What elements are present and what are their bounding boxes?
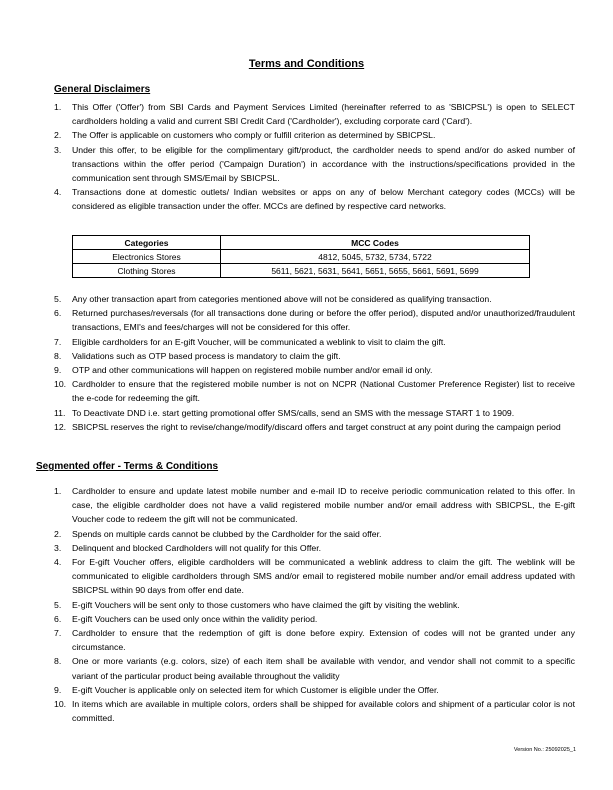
item-text: Cardholder to ensure that the registered mobile number is not on NCPR (National Customer Preference Register) list to receive the e-code for redeeming the gift. bbox=[72, 379, 575, 404]
page-title: Terms and Conditions bbox=[248, 58, 365, 70]
item-number: 5. bbox=[54, 599, 62, 610]
item-text: E-gift Vouchers will be sent only to those customers who have claimed the gift by visiting the weblink. bbox=[72, 599, 460, 610]
item-number: 2. bbox=[54, 130, 62, 141]
list-item bbox=[54, 541, 575, 555]
list-item bbox=[54, 143, 575, 186]
list-item bbox=[54, 306, 575, 334]
list-item bbox=[54, 100, 575, 128]
item-number: 12. bbox=[54, 421, 67, 432]
table-row bbox=[73, 250, 530, 264]
item-text: Transactions done at domestic outlets/ Indian websites or apps on any of below Merchant category codes (MCCs) will be considered as eligible transaction under the offer. MCCs are defined by respective card networks. bbox=[72, 187, 575, 212]
item-text: OTP and other communications will happen on registered mobile number and/or email id only. bbox=[72, 365, 433, 376]
item-number: 6. bbox=[54, 613, 62, 624]
general-terms-list-b bbox=[54, 292, 575, 434]
table-cell-codes: 4812, 5045, 5732, 5734, 5722 bbox=[221, 250, 530, 264]
item-text: The Offer is applicable on customers who comply or fulfill criterion as determined by SBICPSL. bbox=[72, 130, 436, 141]
item-text: Under this offer, to be eligible for the complimentary gift/product, the cardholder needs to spend and/or do asked number of transactions within the offer period ('Campaign Duration') in accordance with the instructions/specifications provided in the communication sent through SMS/Email by SBICPSL. bbox=[72, 144, 575, 184]
item-number: 7. bbox=[54, 336, 62, 347]
item-text: Validations such as OTP based process is mandatory to claim the gift. bbox=[72, 350, 341, 361]
item-number: 4. bbox=[54, 187, 62, 198]
list-item bbox=[54, 363, 575, 377]
general-terms-list-a bbox=[54, 100, 575, 214]
mcc-table bbox=[72, 235, 530, 278]
item-number: 8. bbox=[54, 656, 62, 667]
item-number: 10. bbox=[54, 699, 67, 710]
table-header-categories: Categories bbox=[73, 236, 221, 250]
item-number: 10. bbox=[54, 379, 67, 390]
list-item bbox=[54, 185, 575, 213]
item-number: 4. bbox=[54, 557, 62, 568]
table-cell-codes: 5611, 5621, 5631, 5641, 5651, 5655, 5661, 5691, 5699 bbox=[221, 264, 530, 278]
item-text: This Offer ('Offer') from SBI Cards and Payment Services Limited (hereinafter referred to as 'SBICPSL') is open to SELECT cardholders holding a valid and current SBI Credit Card ('Cardholder'), excluding corporate card ('Card'). bbox=[72, 102, 575, 127]
item-number: 1. bbox=[54, 102, 62, 112]
list-item bbox=[54, 128, 575, 142]
general-disclaimers-heading: General Disclaimers bbox=[54, 84, 151, 95]
table-header-row bbox=[73, 236, 530, 250]
item-text: To Deactivate DND i.e. start getting promotional offer SMS/calls, send an SMS with the message START 1 to 1909. bbox=[72, 407, 515, 418]
segmented-offer-heading: Segmented offer - Terms & Conditions bbox=[36, 461, 219, 472]
list-item bbox=[54, 335, 575, 349]
list-item bbox=[54, 612, 575, 626]
item-text: In items which are available in multiple colors, orders shall be shipped for available colors and shipment of a particular color is not committed. bbox=[72, 699, 575, 724]
list-item bbox=[54, 697, 575, 725]
table-header-mcc-codes: MCC Codes bbox=[221, 236, 530, 250]
item-number: 3. bbox=[54, 144, 62, 155]
list-item bbox=[54, 377, 575, 405]
list-item bbox=[54, 420, 575, 434]
item-number: 6. bbox=[54, 308, 62, 319]
list-item bbox=[54, 484, 575, 527]
item-text: Delinquent and blocked Cardholders will not qualify for this Offer. bbox=[72, 542, 322, 553]
item-text: Cardholder to ensure that the redemption of gift is done before expiry. Extension of codes will not be granted under any circumstance. bbox=[72, 628, 575, 653]
list-item bbox=[54, 292, 575, 306]
item-number: 5. bbox=[54, 294, 62, 304]
list-item bbox=[54, 527, 575, 541]
item-text: Eligible cardholders for an E-gift Voucher, will be communicated a weblink to visit to claim the gift. bbox=[72, 336, 446, 347]
segmented-terms-list bbox=[54, 484, 575, 725]
list-item bbox=[54, 406, 575, 420]
item-number: 1. bbox=[54, 486, 62, 496]
table-row bbox=[73, 264, 530, 278]
item-text: Cardholder to ensure and update latest mobile number and e-mail ID to receive periodic communication related to this offer. In case, the eligible cardholder does not have a valid registered mobile number and/or email address with SBICPSL, the E-gift Voucher code to redeem the gift will not be communicated. bbox=[72, 486, 575, 525]
item-text: E-gift Voucher is applicable only on selected item for which Customer is eligible under the Offer. bbox=[72, 684, 439, 695]
item-text: One or more variants (e.g. colors, size) of each item shall be available with vendor, and vendor shall not commit to a specific variant of the particular product being available throughout the validity bbox=[72, 656, 575, 681]
list-item bbox=[54, 349, 575, 363]
table-cell-category: Clothing Stores bbox=[73, 264, 221, 278]
item-text: Spends on multiple cards cannot be clubbed by the Cardholder for the said offer. bbox=[72, 528, 382, 539]
item-text: E-gift Vouchers can be used only once within the validity period. bbox=[72, 613, 318, 624]
item-text: Returned purchases/reversals (for all transactions done during or before the offer period), disputed and/or unauthorized/fraudulent transactions, EMI's and fees/charges will not be considered for this offer. bbox=[72, 308, 575, 333]
item-number: 9. bbox=[54, 684, 62, 695]
version-number: Version No.: 25092025_1 bbox=[513, 747, 576, 753]
list-item bbox=[54, 598, 575, 612]
item-number: 8. bbox=[54, 350, 62, 361]
item-text: SBICPSL reserves the right to revise/change/modify/discard offers and target construct at any point during the campaign period bbox=[72, 421, 561, 432]
item-number: 3. bbox=[54, 542, 62, 553]
item-number: 9. bbox=[54, 365, 62, 376]
list-item bbox=[54, 683, 575, 697]
list-item bbox=[54, 555, 575, 598]
item-number: 2. bbox=[54, 528, 62, 539]
item-number: 11. bbox=[54, 407, 66, 418]
list-item bbox=[54, 626, 575, 654]
item-text: Any other transaction apart from categories mentioned above will not be considered as qualifying transaction. bbox=[72, 294, 492, 304]
table-cell-category: Electronics Stores bbox=[73, 250, 221, 264]
item-number: 7. bbox=[54, 628, 62, 639]
list-item bbox=[54, 654, 575, 682]
item-text: For E-gift Voucher offers, eligible cardholders will be communicated a weblink address to claim the gift. The weblink will be communicated to eligible cardholders through SMS and/or email to registered mobile number and/or email address updated with SBICPSL within 90 days from offer end date. bbox=[72, 557, 575, 596]
